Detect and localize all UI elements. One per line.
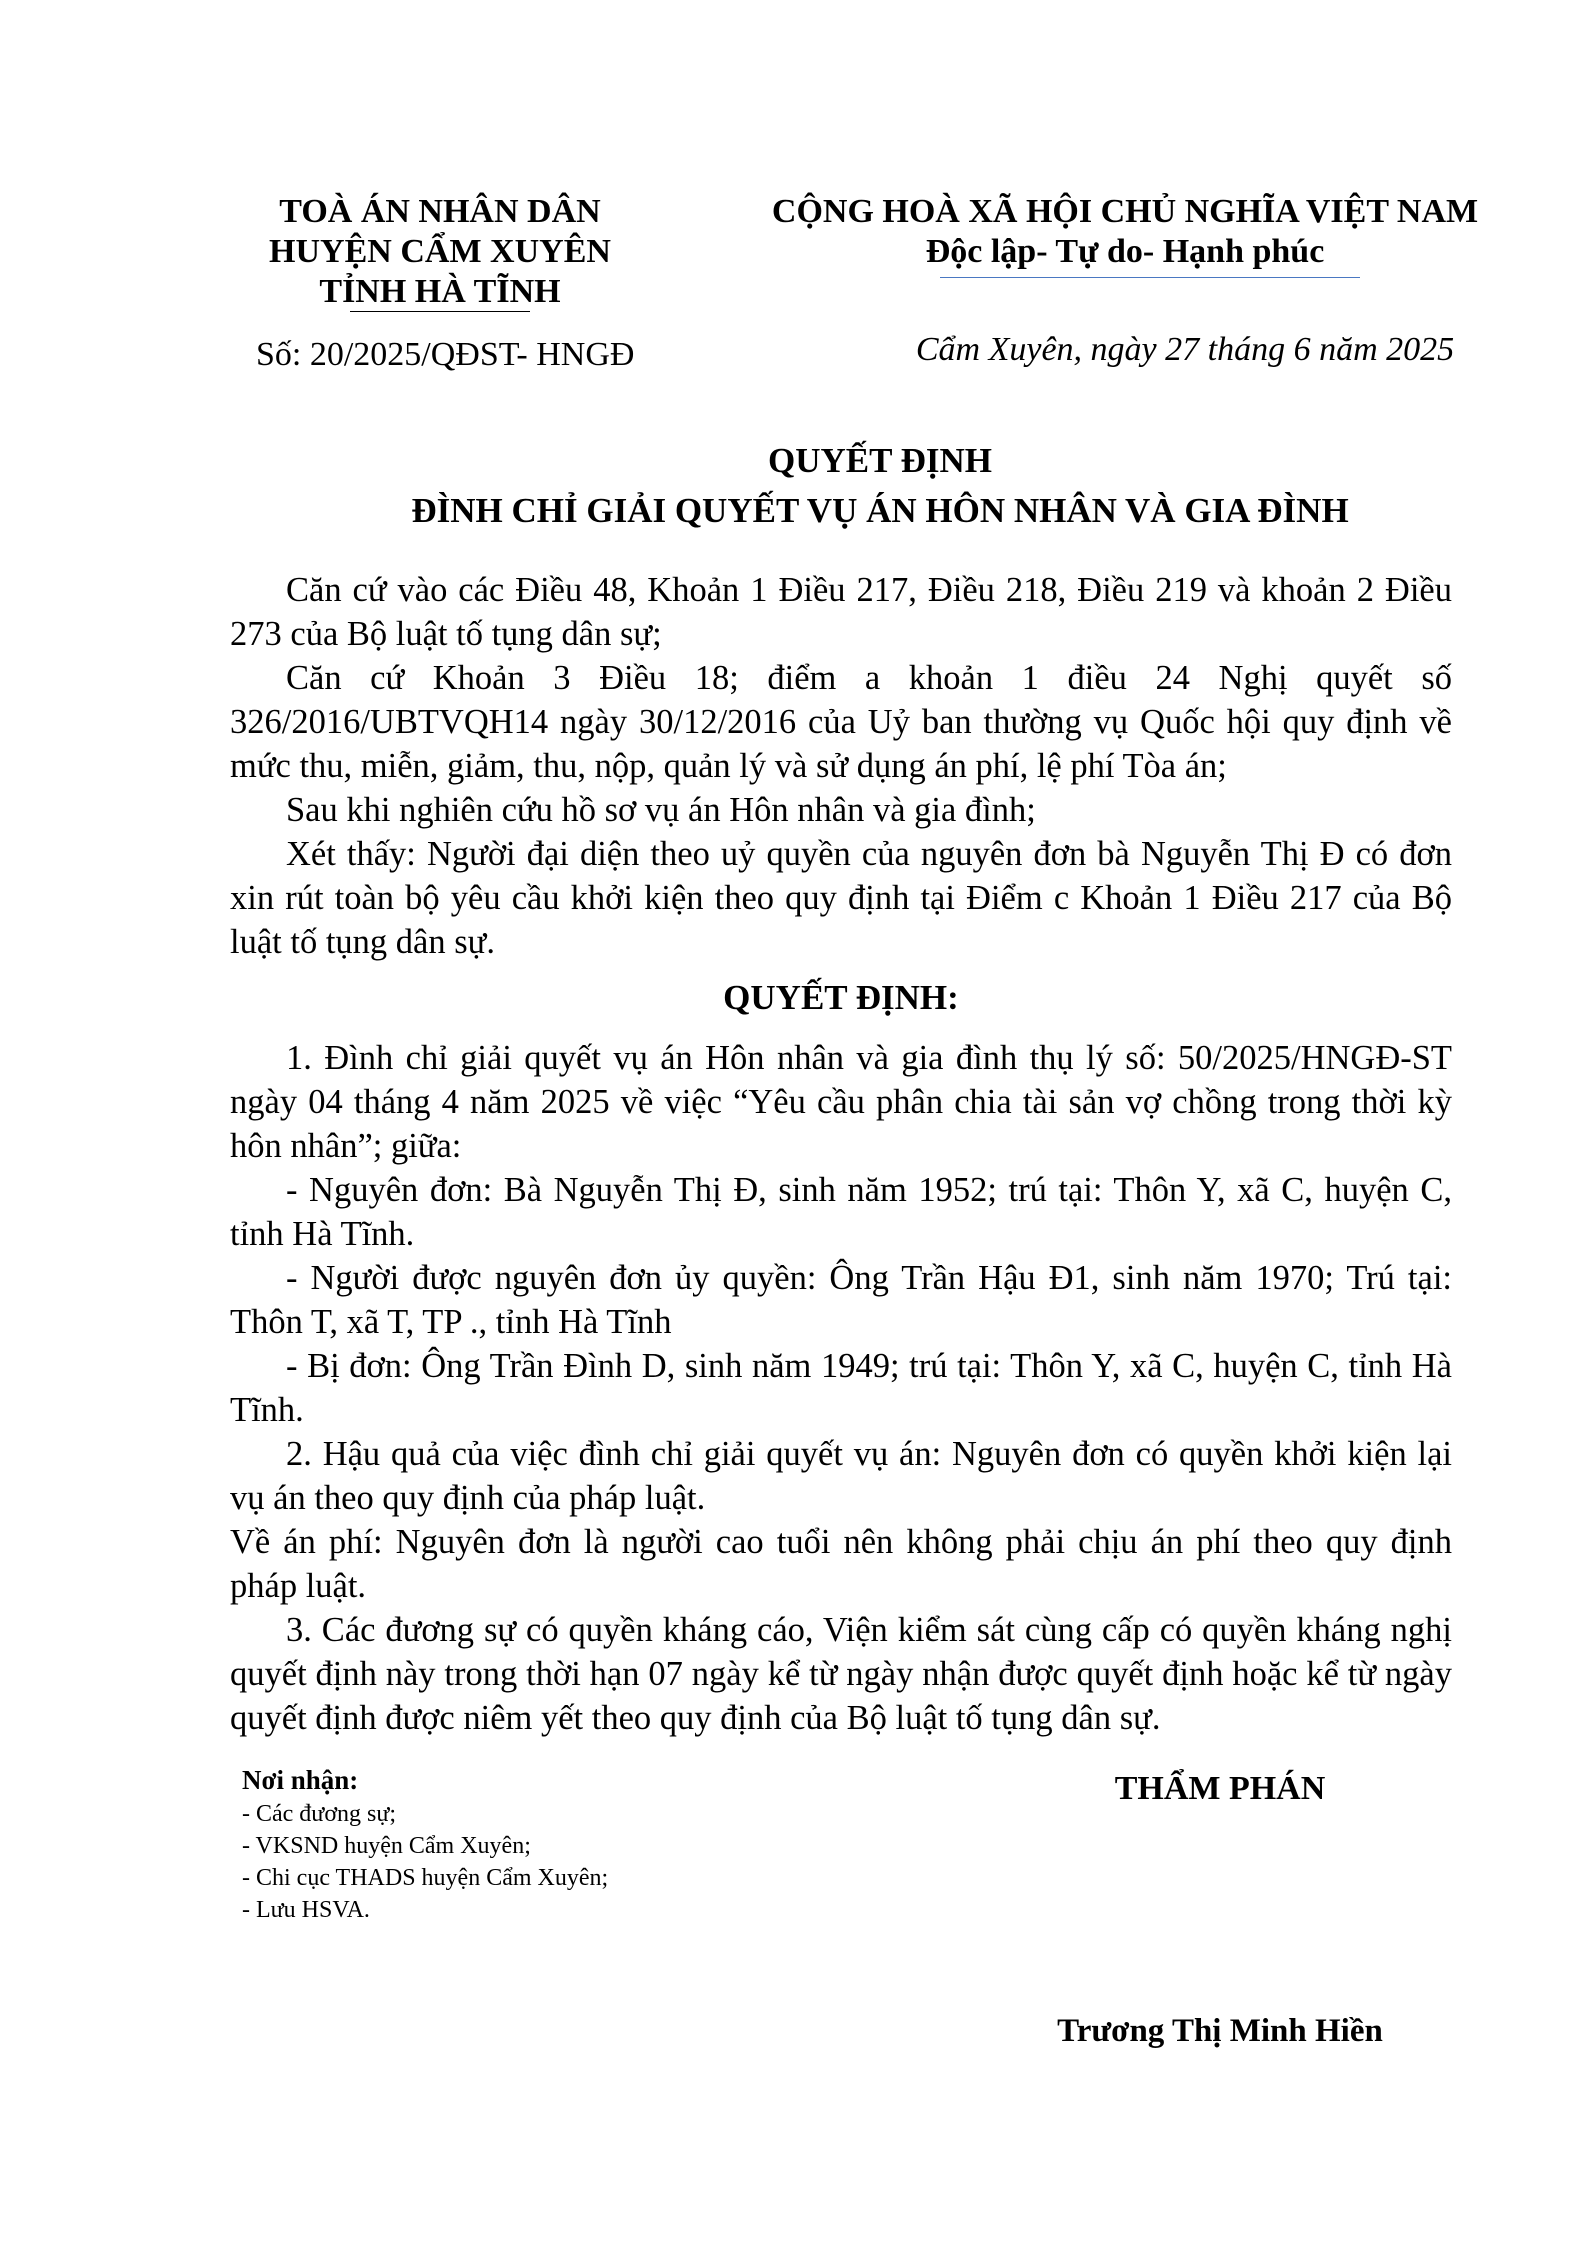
recipients-title: Nơi nhận: bbox=[242, 1765, 359, 1795]
document-title-line2: ĐÌNH CHỈ GIẢI QUYẾT VỤ ÁN HÔN NHÂN VÀ GIA ĐÌNH bbox=[411, 491, 1349, 530]
signature-title: THẨM PHÁN bbox=[1114, 1770, 1326, 1807]
preamble-paragraph: Sau khi nghiên cứu hồ sơ vụ án Hôn nhân và gia đình; bbox=[286, 791, 1036, 829]
place-date: Cẩm Xuyên, ngày 27 tháng 6 năm 2025 bbox=[915, 331, 1455, 368]
motto-underline bbox=[940, 277, 1360, 278]
recipients-block bbox=[242, 1762, 862, 1926]
decision-item-2: 2. Hậu quả của việc đình chỉ giải quyết vụ án: Nguyên đơn có quyền khởi kiện lại vụ án theo quy định của pháp luật. bbox=[230, 1435, 1452, 1517]
preamble-paragraph: Xét thấy: Người đại diện theo uỷ quyền của nguyên đơn bà Nguyễn Thị Đ có đơn xin rút toàn bộ yêu cầu khởi kiện theo quy định tại Điểm c Khoản 1 Điều 217 của Bộ luật tố tụng dân sự. bbox=[230, 835, 1452, 961]
document-title bbox=[230, 436, 1530, 536]
national-motto-block bbox=[740, 192, 1510, 272]
decision-item-1: 1. Đình chỉ giải quyết vụ án Hôn nhân và gia đình thụ lý số: 50/2025/HNGĐ-ST ngày 04 tháng 4 năm 2025 về việc “Yêu cầu phân chia tài sản vợ chồng trong thời kỳ hôn nhân”; giữa: bbox=[230, 1039, 1452, 1165]
recipient-item: - Lưu HSVA. bbox=[242, 1897, 370, 1923]
defendant-line: - Bị đơn: Ông Trần Đình D, sinh năm 1949; trú tại: Thôn Y, xã C, huyện C, tỉnh Hà Tĩnh. bbox=[230, 1347, 1452, 1429]
decision-item-3: 3. Các đương sự có quyền kháng cáo, Viện kiểm sát cùng cấp có quyền kháng nghị quyết định này trong thời hạn 07 ngày kể từ ngày nhận được quyết định hoặc kể từ ngày quyết định được niêm yết theo quy định của Bộ luật tố tụng dân sự. bbox=[230, 1611, 1452, 1737]
decision-number: Số: 20/2025/QĐST- HNGĐ bbox=[256, 336, 635, 373]
plaintiff-line: - Nguyên đơn: Bà Nguyễn Thị Đ, sinh năm 1952; trú tại: Thôn Y, xã C, huyện C, tỉnh Hà Tĩnh. bbox=[230, 1171, 1452, 1253]
document-title-line1: QUYẾT ĐỊNH bbox=[768, 441, 992, 480]
national-motto: Độc lập- Tự do- Hạnh phúc bbox=[925, 233, 1325, 270]
preamble-paragraph: Căn cứ Khoản 3 Điều 18; điểm a khoản 1 điều 24 Nghị quyết số 326/2016/UBTVQH14 ngày 30/12/2016 của Uỷ ban thường vụ Quốc hội quy định về mức thu, miễn, giảm, thu, nộp, quản lý và sử dụng án phí, lệ phí Tòa án; bbox=[230, 659, 1452, 785]
court-name-line1: TOÀ ÁN NHÂN DÂN bbox=[279, 193, 601, 230]
recipient-item: - Các đương sự; bbox=[242, 1801, 397, 1827]
representative-line: - Người được nguyên đơn ủy quyền: Ông Trần Hậu Đ1, sinh năm 1970; Trú tại: Thôn T, xã T, TP ., tỉnh Hà Tĩnh bbox=[230, 1259, 1452, 1341]
preamble bbox=[230, 568, 1452, 964]
recipient-item: - VKSND huyện Cẩm Xuyên; bbox=[242, 1833, 531, 1859]
decision-heading: QUYẾT ĐỊNH: bbox=[723, 978, 959, 1017]
recipient-item: - Chi cục THADS huyện Cẩm Xuyên; bbox=[242, 1865, 609, 1891]
signer-name: Trương Thị Minh Hiền bbox=[1057, 2013, 1383, 2049]
court-name-underline bbox=[350, 311, 530, 312]
decision-body bbox=[230, 1036, 1452, 1740]
court-fee-line: Về án phí: Nguyên đơn là người cao tuổi nên không phải chịu án phí theo quy định pháp luật. bbox=[230, 1523, 1452, 1605]
national-title: CỘNG HOÀ XÃ HỘI CHỦ NGHĨA VIỆT NAM bbox=[771, 193, 1479, 230]
court-name-block bbox=[200, 192, 680, 312]
preamble-paragraph: Căn cứ vào các Điều 48, Khoản 1 Điều 217, Điều 218, Điều 219 và khoản 2 Điều 273 của Bộ luật tố tụng dân sự; bbox=[230, 571, 1452, 653]
court-name-line2: HUYỆN CẨM XUYÊN bbox=[269, 233, 611, 270]
court-name-line3: TỈNH HÀ TĨNH bbox=[319, 273, 561, 310]
